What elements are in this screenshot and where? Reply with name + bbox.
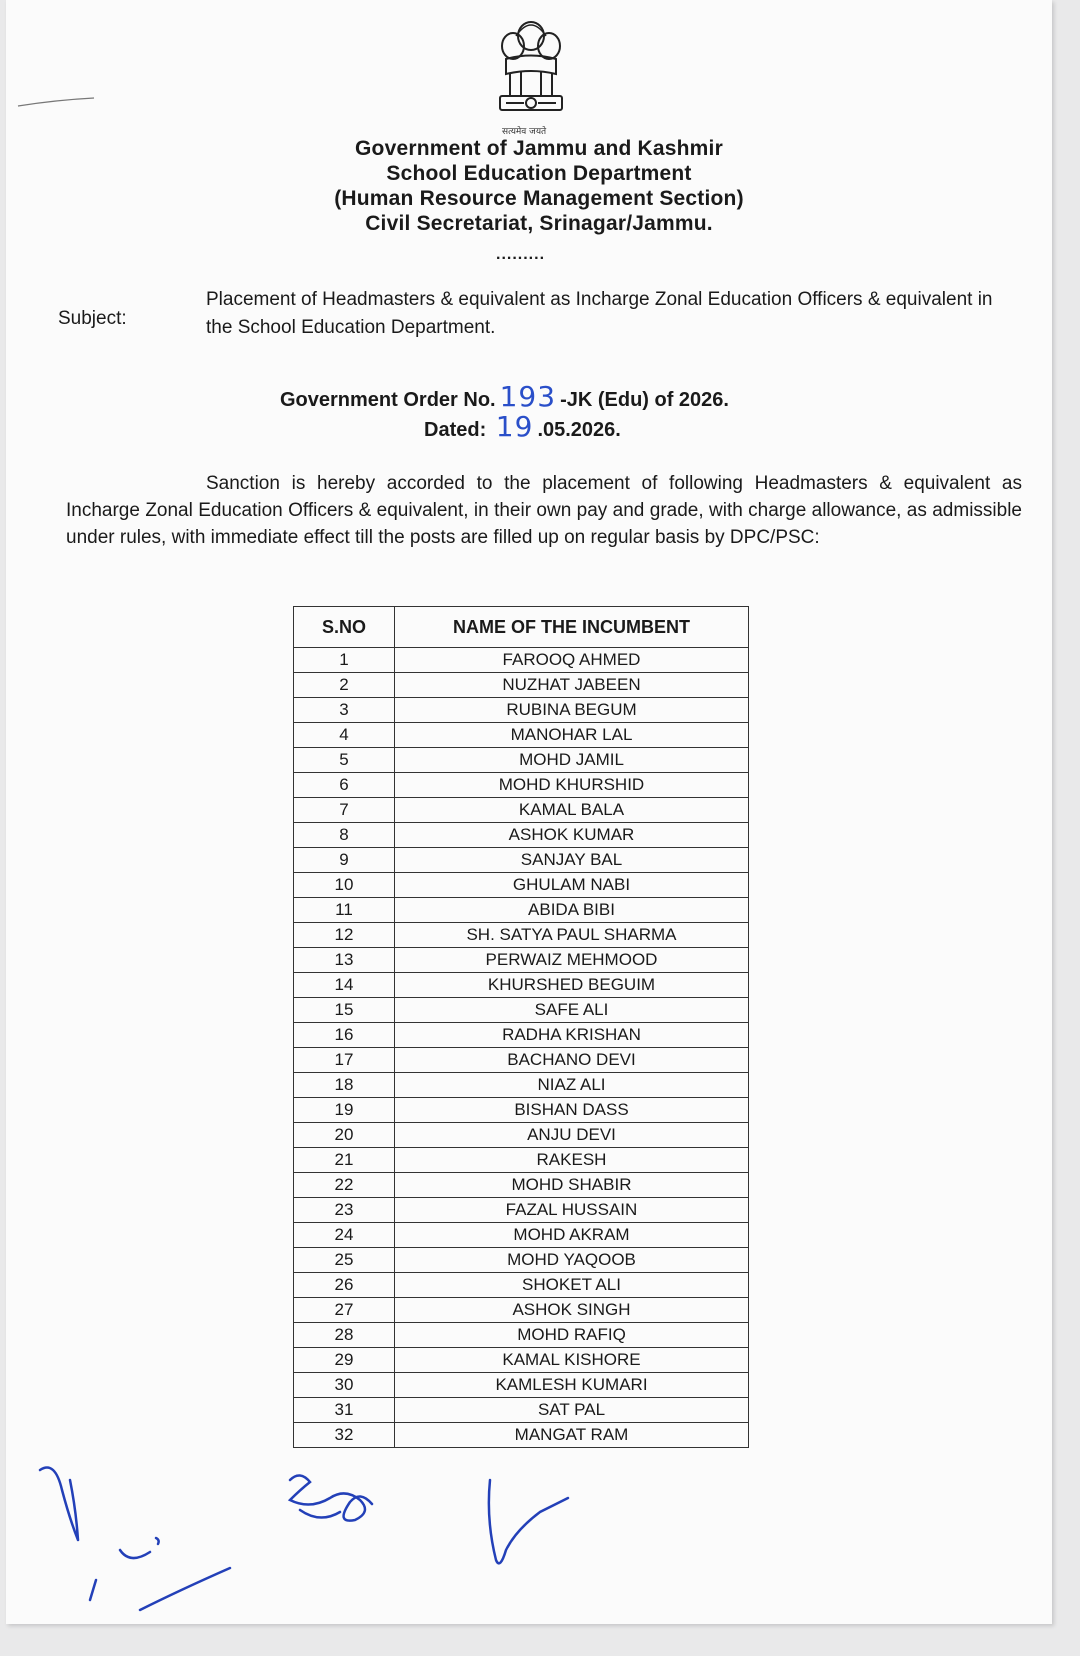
table-row [294, 1323, 749, 1348]
sno-cell: 19 [294, 1098, 395, 1123]
incumbent-name-cell: ASHOK SINGH [395, 1298, 749, 1323]
signature-3 [290, 1475, 372, 1520]
column-header-sno: S.NO [294, 607, 395, 648]
table-row [294, 898, 749, 923]
dated-rest: .05.2026. [537, 419, 621, 441]
sno-cell: 20 [294, 1123, 395, 1148]
incumbent-name-cell: KAMLESH KUMARI [395, 1373, 749, 1398]
sno-cell: 17 [294, 1048, 395, 1073]
incumbent-name-cell: RAKESH [395, 1148, 749, 1173]
table-row [294, 1023, 749, 1048]
incumbent-name-cell: RUBINA BEGUM [395, 698, 749, 723]
sno-cell: 5 [294, 748, 395, 773]
sno-cell: 9 [294, 848, 395, 873]
incumbent-name-cell: PERWAIZ MEHMOOD [395, 948, 749, 973]
incumbent-name-cell: MOHD RAFIQ [395, 1323, 749, 1348]
table-row [294, 1123, 749, 1148]
incumbent-name-cell: BISHAN DASS [395, 1098, 749, 1123]
table-row [294, 848, 749, 873]
sno-cell: 4 [294, 723, 395, 748]
table-row [294, 1273, 749, 1298]
incumbent-name-cell: RADHA KRISHAN [395, 1023, 749, 1048]
incumbent-name-cell: MOHD AKRAM [395, 1223, 749, 1248]
table-row [294, 1398, 749, 1423]
sno-cell: 23 [294, 1198, 395, 1223]
incumbent-name-cell: NUZHAT JABEEN [395, 673, 749, 698]
sno-cell: 11 [294, 898, 395, 923]
sno-cell: 27 [294, 1298, 395, 1323]
signature-2 [90, 1538, 230, 1610]
dated-label: Dated: [424, 419, 487, 441]
sno-cell: 32 [294, 1423, 395, 1448]
sno-cell: 10 [294, 873, 395, 898]
section-name: (Human Resource Management Section) [334, 187, 744, 210]
incumbent-name-cell: MANOHAR LAL [395, 723, 749, 748]
sno-cell: 12 [294, 923, 395, 948]
table-row [294, 748, 749, 773]
incumbent-name-cell: SH. SATYA PAUL SHARMA [395, 923, 749, 948]
table-row [294, 1248, 749, 1273]
incumbent-name-cell: FAROOQ AHMED [395, 648, 749, 673]
incumbent-name-cell: MOHD KHURSHID [395, 773, 749, 798]
order-number-line [280, 380, 729, 413]
sno-cell: 15 [294, 998, 395, 1023]
office-address: Civil Secretariat, Srinagar/Jammu. [365, 212, 713, 235]
incumbent-name-cell: MOHD YAQOOB [395, 1248, 749, 1273]
table-row [294, 973, 749, 998]
sno-cell: 25 [294, 1248, 395, 1273]
sno-cell: 30 [294, 1373, 395, 1398]
letterhead [6, 136, 1052, 236]
incumbent-name-cell: MOHD SHABIR [395, 1173, 749, 1198]
subject-label: Subject: [58, 308, 127, 329]
table-row [294, 773, 749, 798]
incumbent-name-cell: ANJU DEVI [395, 1123, 749, 1148]
state-emblem-icon [486, 14, 576, 126]
sno-cell: 18 [294, 1073, 395, 1098]
column-header-name: NAME OF THE INCUMBENT [395, 607, 749, 648]
incumbent-name-cell: BACHANO DEVI [395, 1048, 749, 1073]
table-row [294, 923, 749, 948]
order-prefix: Government Order No. [280, 389, 496, 411]
emblem-motto: सत्यमेव जयते [502, 127, 547, 137]
government-name: Government of Jammu and Kashmir [355, 137, 723, 160]
sno-cell: 16 [294, 1023, 395, 1048]
table-header-row [294, 607, 749, 648]
incumbents-table [293, 606, 749, 1448]
incumbent-name-cell: FAZAL HUSSAIN [395, 1198, 749, 1223]
margin-mark [16, 96, 96, 116]
incumbent-name-cell: KHURSHED BEGUIM [395, 973, 749, 998]
sno-cell: 2 [294, 673, 395, 698]
sno-cell: 26 [294, 1273, 395, 1298]
table-row [294, 1048, 749, 1073]
table-row [294, 948, 749, 973]
table-row [294, 1148, 749, 1173]
table-row [294, 1173, 749, 1198]
table-row [294, 1098, 749, 1123]
sno-cell: 14 [294, 973, 395, 998]
sno-cell: 8 [294, 823, 395, 848]
department-name: School Education Department [386, 162, 692, 185]
order-number-handwritten: 193 [499, 380, 557, 413]
table-row [294, 673, 749, 698]
sno-cell: 3 [294, 698, 395, 723]
incumbent-name-cell: ASHOK KUMAR [395, 823, 749, 848]
table-row [294, 1298, 749, 1323]
table-row [294, 1373, 749, 1398]
sno-cell: 7 [294, 798, 395, 823]
document-page [6, 0, 1052, 1624]
incumbent-name-cell: MANGAT RAM [395, 1423, 749, 1448]
sno-cell: 1 [294, 648, 395, 673]
incumbent-name-cell: SANJAY BAL [395, 848, 749, 873]
table-row [294, 648, 749, 673]
sanction-paragraph: Sanction is hereby accorded to the placement of following Headmasters & equivalent as Incharge Zonal Education Officers & equivalent, in their own pay and grade, with charge allowance, as admissible under rules, with immediate effect till the posts are filled up on regular basis by DPC/PSC: [66, 473, 1022, 548]
incumbent-name-cell: KAMAL BALA [395, 798, 749, 823]
incumbent-name-cell: SHOKET ALI [395, 1273, 749, 1298]
order-suffix: -JK (Edu) of 2026. [560, 389, 729, 411]
signatures [0, 1440, 1080, 1630]
incumbent-name-cell: KAMAL KISHORE [395, 1348, 749, 1373]
table-row [294, 873, 749, 898]
table-row [294, 1348, 749, 1373]
sno-cell: 31 [294, 1398, 395, 1423]
incumbent-name-cell: SAT PAL [395, 1398, 749, 1423]
table-row [294, 1073, 749, 1098]
sno-cell: 29 [294, 1348, 395, 1373]
sno-cell: 21 [294, 1148, 395, 1173]
incumbent-name-cell: SAFE ALI [395, 998, 749, 1023]
table-row [294, 798, 749, 823]
sno-cell: 6 [294, 773, 395, 798]
table-row [294, 823, 749, 848]
order-date-line [424, 410, 621, 443]
sno-cell: 13 [294, 948, 395, 973]
table-row [294, 698, 749, 723]
incumbent-name-cell: ABIDA BIBI [395, 898, 749, 923]
table-row [294, 1223, 749, 1248]
subject-text: Placement of Headmasters & equivalent as Incharge Zonal Education Officers & equivalent in the School Education Department. [206, 289, 993, 338]
incumbent-name-cell: GHULAM NABI [395, 873, 749, 898]
table-row [294, 998, 749, 1023]
incumbent-name-cell: NIAZ ALI [395, 1073, 749, 1098]
sno-cell: 24 [294, 1223, 395, 1248]
dated-day-handwritten: 19 [495, 410, 534, 443]
table-row [294, 723, 749, 748]
incumbent-name-cell: MOHD JAMIL [395, 748, 749, 773]
table-body [294, 648, 749, 1448]
table-row [294, 1198, 749, 1223]
signature-1 [40, 1468, 78, 1541]
sno-cell: 28 [294, 1323, 395, 1348]
signature-4 [489, 1480, 568, 1563]
sno-cell: 22 [294, 1173, 395, 1198]
header-separator: ......... [496, 246, 546, 263]
